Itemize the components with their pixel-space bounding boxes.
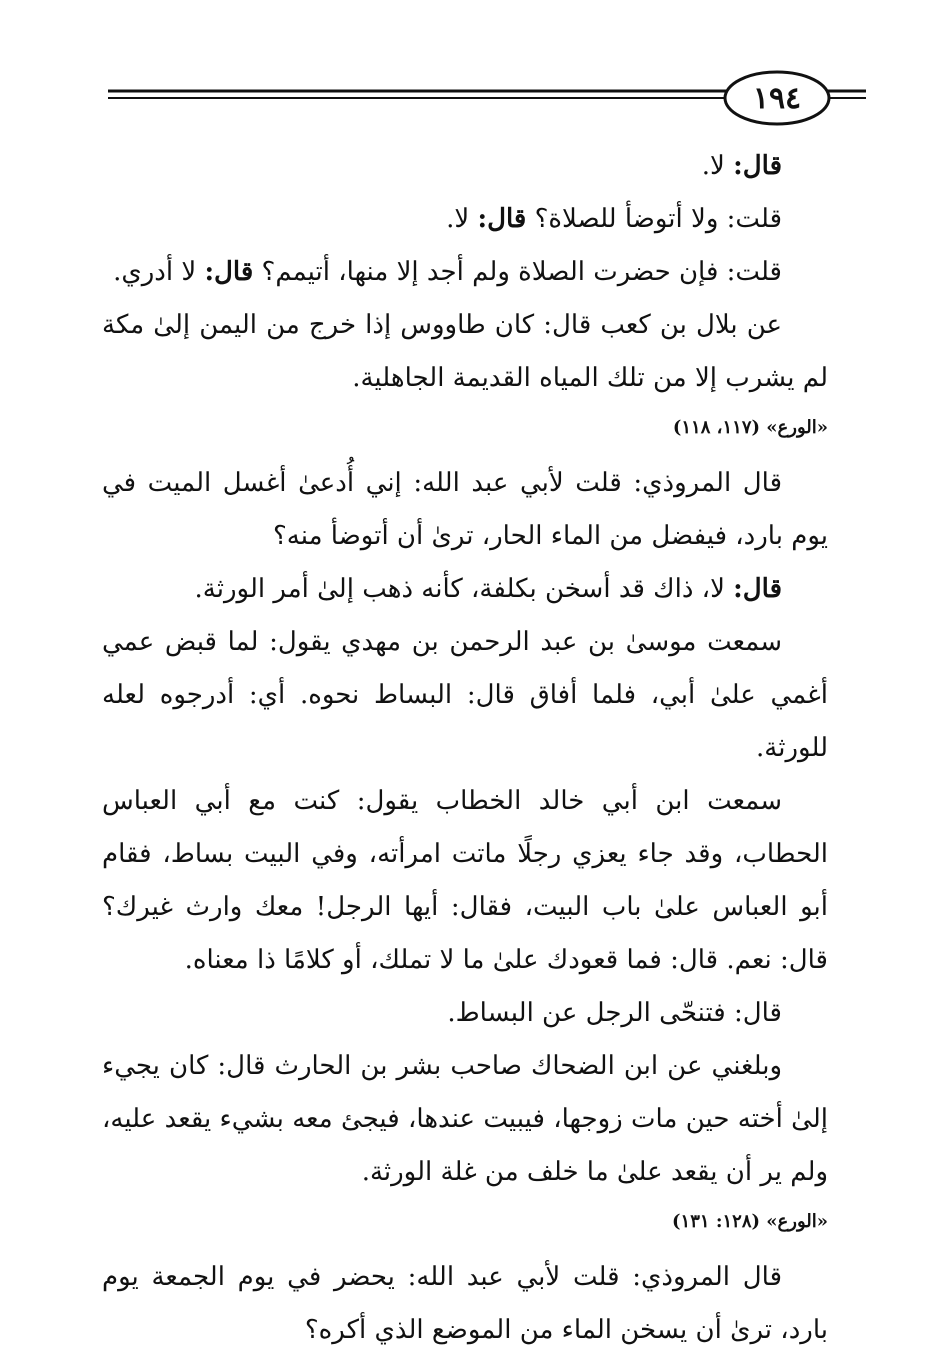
speaker-label: قال: xyxy=(204,257,254,287)
paragraph-4: عن بلال بن كعب قال: كان طاووس إذا خرج من اليمن إلىٰ مكة لم يشرب إلا من تلك المياه القديمة الجاهلية. xyxy=(102,310,828,393)
paragraph-11: قال المروذي: قلت لأبي عبد الله: يحضر في يوم الجمعة يوم بارد، ترىٰ أن يسخن الماء من الموضع الذي أكره؟ xyxy=(102,1262,828,1345)
paragraph-text: لا، ذاك قد أسخن بكلفة، كأنه ذهب إلىٰ أمر الورثة. xyxy=(194,574,734,604)
speaker-label: قال: xyxy=(733,151,782,181)
page-number: ١٩٤ xyxy=(752,81,802,116)
paragraph-2 xyxy=(102,193,828,246)
paragraph-3 xyxy=(102,246,828,299)
citation-1: «الورع» (١١٧، ١١٨) xyxy=(672,417,828,438)
paragraph-text: لا. xyxy=(701,151,734,181)
paragraph-7: سمعت موسىٰ بن عبد الرحمن بن مهدي يقول: لما قبض عمي أغمي علىٰ أبي، فلما أفاق قال: البساط نحوه. أي: أدرجوه لعله للورثة. xyxy=(102,627,828,763)
paragraph-text: لا أدري. xyxy=(113,257,205,287)
paragraph-10: وبلغني عن ابن الضحاك صاحب بشر بن الحارث قال: كان يجيء إلىٰ أخته حين مات زوجها، فيبيت عندها، فيجئ معه بشيء يقعد عليه، ولم ير أن يقعد علىٰ ما خلف من غلة الورثة. xyxy=(102,1051,828,1187)
paragraph-5: قال المروذي: قلت لأبي عبد الله: إني أُدعىٰ أغسل الميت في يوم بارد، فيفضل من الماء الحار، ترىٰ أن أتوضأ منه؟ xyxy=(102,468,828,551)
paragraph-1 xyxy=(102,140,828,193)
paragraph-text: قلت: ولا أتوضأ للصلاة؟ xyxy=(526,204,782,234)
paragraph-8: سمعت ابن أبي خالد الخطاب يقول: كنت مع أبي العباس الحطاب، وقد جاء يعزي رجلًا ماتت امرأته، وفي البيت بساط، فقام أبو العباس علىٰ باب البيت، فقال: أيها الرجل! معك وارث غيرك؟ قال: نعم. قال: فما قعودك علىٰ ما لا تملك، أو كلامًا ذا معناه. xyxy=(102,786,828,975)
citation-2: «الورع» (١٢٨: ١٣١) xyxy=(672,1211,828,1232)
paragraph-6 xyxy=(102,563,828,616)
paragraph-9: قال: فتنحّى الرجل عن البساط. xyxy=(447,998,782,1028)
page-header xyxy=(0,0,932,140)
paragraph-text: لا. xyxy=(446,204,478,234)
speaker-label: قال: xyxy=(477,204,527,234)
paragraph-text: قلت: فإن حضرت الصلاة ولم أجد إلا منها، أتيمم؟ xyxy=(253,257,782,287)
page-content xyxy=(102,140,828,1357)
speaker-label: قال: xyxy=(733,574,782,604)
